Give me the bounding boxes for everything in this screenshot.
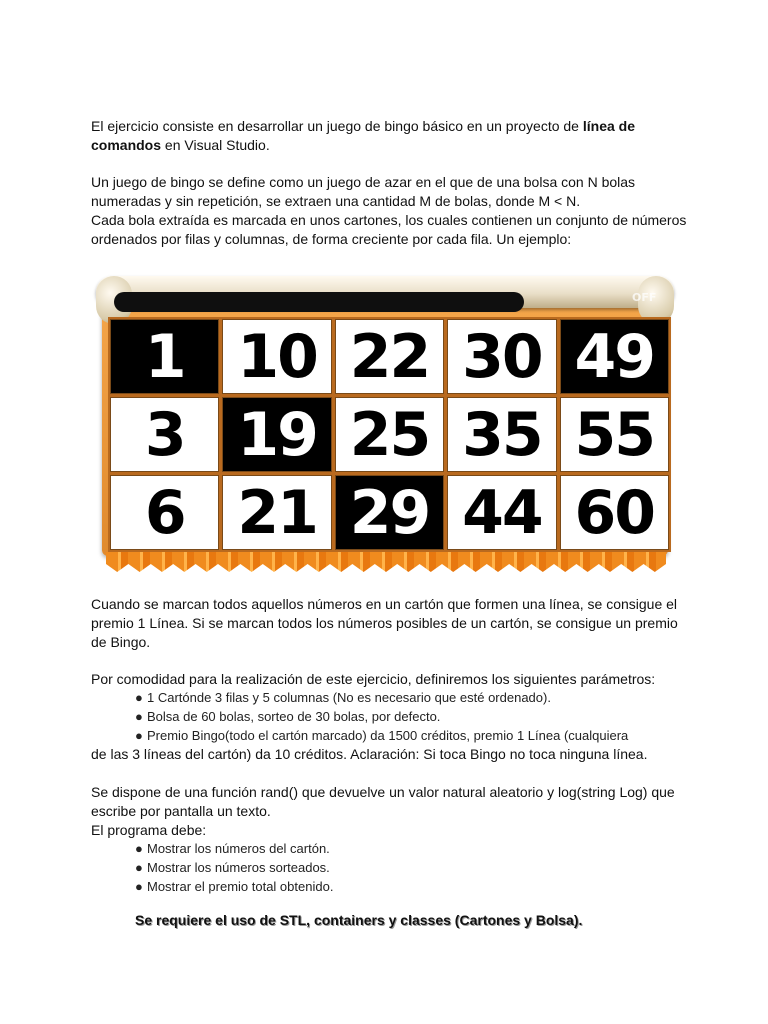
definition-paragraph-2: Cada bola extraída es marcada en unos cartones, los cuales contienen un conjunto de números ordenados por filas y columnas, de forma creciente por cada fila. Un ejemplo: xyxy=(91,212,687,247)
bingo-cell: 30 xyxy=(447,319,556,394)
bullet-icon: ● xyxy=(135,709,143,724)
intro-text: El ejercicio consiste en desarrollar un juego de bingo básico en un proyecto de xyxy=(91,118,583,134)
bingo-cell: 22 xyxy=(335,319,444,394)
bingo-cell: 3 xyxy=(110,397,219,472)
bullet-icon: ● xyxy=(135,879,143,894)
program-item-text: Mostrar los números sorteados. xyxy=(147,860,330,875)
bingo-cell: 6 xyxy=(110,475,219,550)
param-item-text: Bolsa de 60 bolas, sorteo de 30 bolas, por defecto. xyxy=(147,709,441,724)
intro-text-end: en Visual Studio. xyxy=(161,137,270,153)
program-item-text: Mostrar los números del cartón. xyxy=(147,841,330,856)
param-continuation: de las 3 líneas del cartón) da 10 créditos. Aclaración: Si toca Bingo no toca ninguna línea. xyxy=(91,746,648,762)
program-item-text: Mostrar el premio total obtenido. xyxy=(147,879,334,894)
program-item xyxy=(135,877,333,896)
params-intro: Por comodidad para la realización de este ejercicio, definiremos los siguientes parámetros: xyxy=(91,671,656,687)
prizes-paragraph: Cuando se marcan todos aquellos números en un cartón que formen una línea, se consigue el premio 1 Línea. Si se marcan todos los números posibles de un cartón, se consigue un premio de Bingo. xyxy=(91,596,678,650)
param-item xyxy=(135,688,551,707)
bullet-icon: ● xyxy=(135,860,143,875)
bingo-cell: 25 xyxy=(335,397,444,472)
intro-paragraph xyxy=(91,117,691,155)
progress-bar xyxy=(114,292,524,312)
functions-paragraph: Se dispone de una función rand() que devuelve un valor natural aleatorio y log(string Log) que escribe por pantalla un texto. xyxy=(91,784,675,819)
bingo-cell: 10 xyxy=(222,319,331,394)
param-item-text: 1 Cartónde 3 filas y 5 columnas (No es necesario que esté ordenado). xyxy=(147,690,551,705)
bullet-icon: ● xyxy=(135,841,143,856)
bingo-cell: 21 xyxy=(222,475,331,550)
bingo-cell: 60 xyxy=(560,475,669,550)
bingo-card-image xyxy=(96,268,674,573)
bingo-cell: 49 xyxy=(560,319,669,394)
bingo-cell: 29 xyxy=(335,475,444,550)
param-item xyxy=(135,707,440,726)
off-label: OFF xyxy=(632,291,657,304)
param-item-text: Premio Bingo(todo el cartón marcado) da 1500 créditos, premio 1 Línea (cualquiera xyxy=(147,728,629,743)
bingo-grid xyxy=(108,317,671,552)
card-fringe xyxy=(106,552,666,572)
requirement-text: Se requiere el uso de STL, containers y classes (Cartones y Bolsa). xyxy=(135,912,583,928)
bullet-icon: ● xyxy=(135,690,143,705)
definition-paragraph: Un juego de bingo se define como un juego de azar en el que de una bolsa con N bolas numeradas y sin repetición, se extraen una cantidad M de bolas, donde M < N. xyxy=(91,174,636,209)
bingo-cell: 44 xyxy=(447,475,556,550)
bingo-cell: 55 xyxy=(560,397,669,472)
program-item xyxy=(135,839,330,858)
bullet-icon: ● xyxy=(135,728,143,743)
param-item xyxy=(135,726,628,745)
bingo-cell: 1 xyxy=(110,319,219,394)
intro-bold-text: línea de comandos xyxy=(91,118,635,153)
bingo-cell: 19 xyxy=(222,397,331,472)
program-item xyxy=(135,858,330,877)
bingo-cell: 35 xyxy=(447,397,556,472)
program-must: El programa debe: xyxy=(91,822,207,838)
